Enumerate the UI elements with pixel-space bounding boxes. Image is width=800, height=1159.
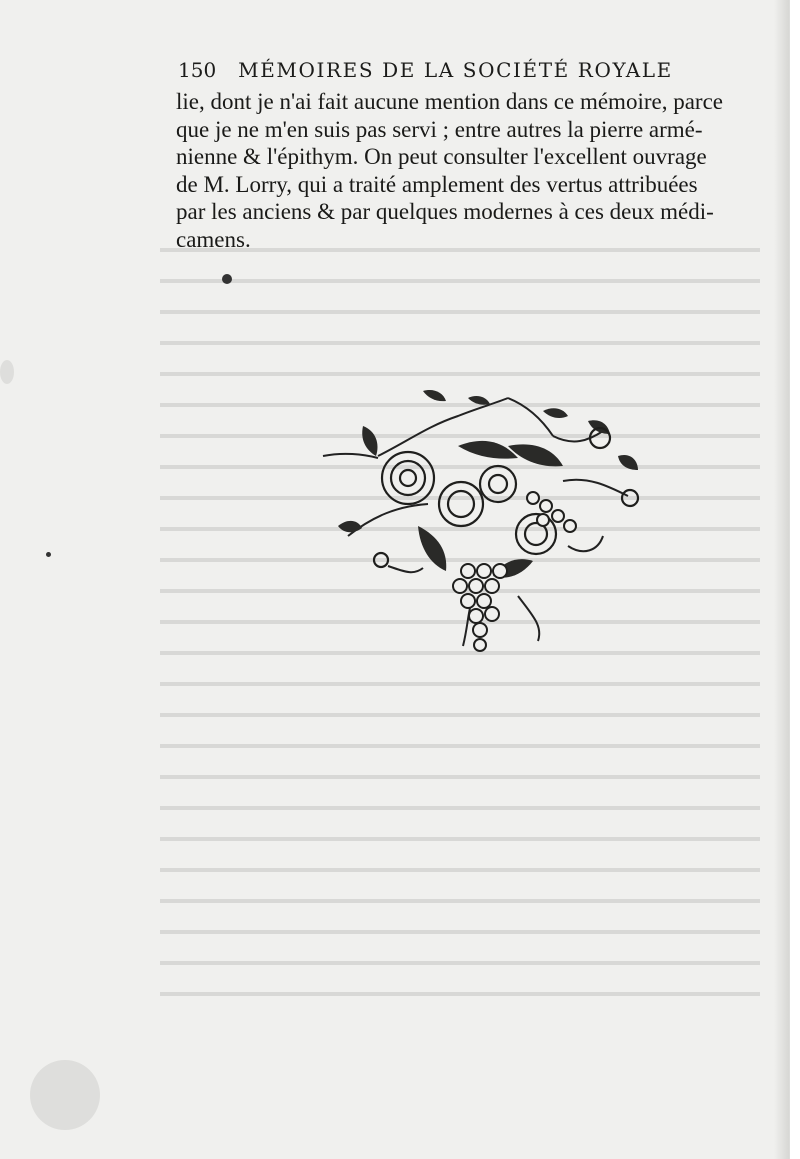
- running-head: [178, 58, 698, 82]
- ink-blot: [222, 274, 232, 284]
- ink-blot: [46, 552, 51, 557]
- body-text: [176, 88, 761, 253]
- text-line: lie, dont je n'ai fait aucune mention dans ce mémoire, parce: [176, 89, 723, 114]
- text-line: de M. Lorry, qui a traité amplement des vertus attribuées: [176, 171, 698, 197]
- text-line: que je ne m'en suis pas servi ; entre autres la pierre armé-: [176, 116, 703, 142]
- text-line: nienne & l'épithym. On peut consulter l'excellent ouvrage: [176, 144, 707, 169]
- text-line: camens.: [176, 226, 251, 252]
- text-line: par les anciens & par quelques modernes à ces deux médi-: [176, 199, 714, 224]
- page-number: 150: [178, 58, 217, 82]
- page-stain: [0, 360, 14, 384]
- running-title: MÉMOIRES DE LA SOCIÉTÉ ROYALE: [238, 58, 673, 82]
- page-stain: [30, 1060, 100, 1130]
- page-gutter: [774, 0, 800, 1159]
- floral-bouquet-icon: [318, 386, 648, 666]
